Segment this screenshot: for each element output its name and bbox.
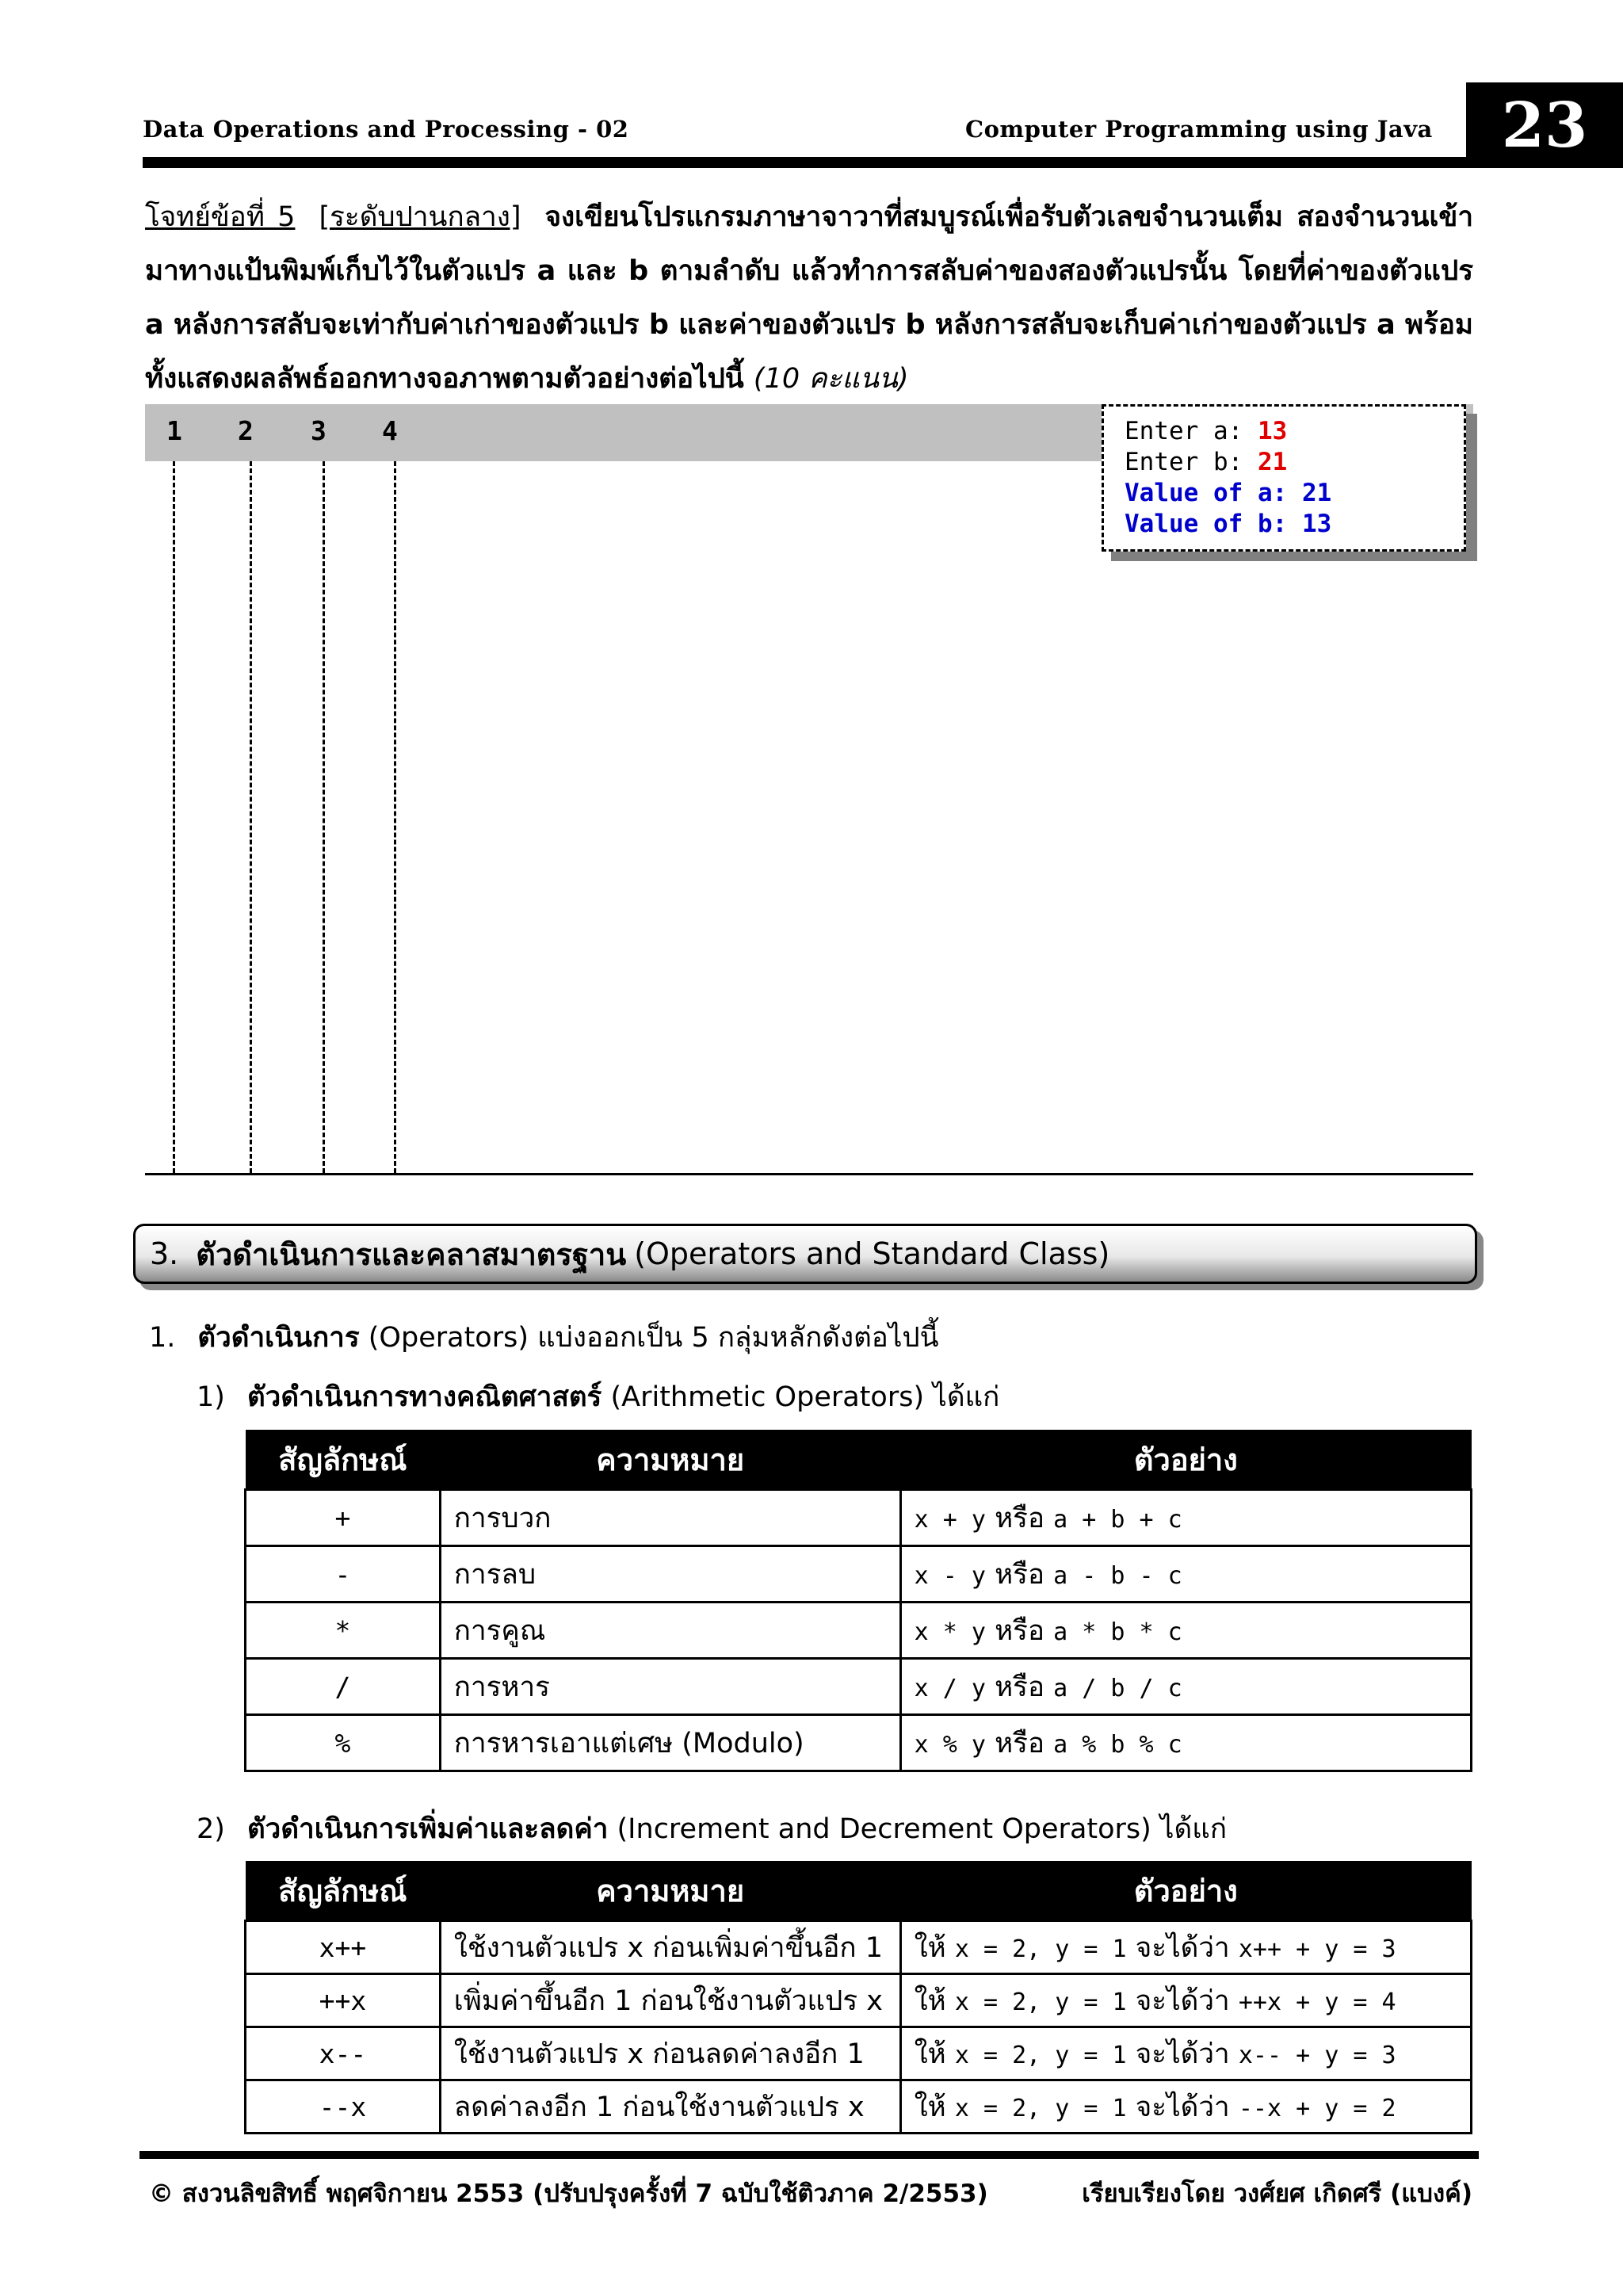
page-number: 23	[1466, 82, 1623, 168]
cell-meaning: การหารเอาแต่เศษ (Modulo)	[440, 1715, 900, 1771]
line-number: 4	[382, 415, 398, 446]
code-area-bottom-rule	[145, 1173, 1473, 1175]
cell-example: x + y หรือ a + b + c	[900, 1490, 1471, 1546]
cell-meaning: การบวก	[440, 1490, 900, 1546]
input-value-a: 13	[1257, 417, 1288, 445]
cell-symbol: --x	[246, 2080, 441, 2134]
col-header-example: ตัวอย่าง	[900, 1430, 1471, 1490]
indent-guide	[323, 461, 325, 1173]
header-right-title: Computer Programming using Java	[965, 116, 1433, 143]
cell-symbol: x++	[246, 1921, 441, 1974]
indent-guide	[250, 461, 252, 1173]
table-header-row	[246, 1861, 1472, 1921]
footer-rule	[139, 2151, 1479, 2159]
cell-example: x / y หรือ a / b / c	[900, 1659, 1471, 1715]
line-number: 3	[311, 415, 327, 446]
output-line-4: Value of b: 13	[1125, 510, 1332, 538]
cell-example: ให้ x = 2, y = 1 จะได้ว่า ++x + y = 4	[900, 1974, 1471, 2027]
operators-intro: 1. ตัวดำเนินการ (Operators) แบ่งออกเป็น 5 กลุ่มหลักดังต่อไปนี้	[149, 1322, 939, 1354]
section-number: 3.	[150, 1236, 179, 1271]
cell-symbol: -	[246, 1546, 441, 1603]
increment-decrement-table	[244, 1861, 1472, 2134]
table-row	[246, 2027, 1472, 2080]
header-rule	[143, 157, 1623, 168]
cell-meaning: การคูณ	[440, 1603, 900, 1659]
cell-meaning: การหาร	[440, 1659, 900, 1715]
output-line-3: Value of a: 21	[1125, 479, 1332, 507]
cell-example: ให้ x = 2, y = 1 จะได้ว่า --x + y = 2	[900, 2080, 1471, 2134]
exercise-score: (10 คะแนน)	[753, 363, 909, 395]
table-row	[246, 1659, 1472, 1715]
header-left-title: Data Operations and Processing - 02	[143, 116, 629, 143]
section-banner	[133, 1224, 1477, 1284]
incdec-heading: 2) ตัวดำเนินการเพิ่มค่าและลดค่า (Increment and Decrement Operators) ได้แก่	[197, 1813, 1228, 1845]
arith-bold: ตัวดำเนินการทางคณิตศาสตร์	[246, 1381, 602, 1413]
cell-meaning: ลดค่าลงอีก 1 ก่อนใช้งานตัวแปร x	[440, 2080, 900, 2134]
cell-symbol: %	[246, 1715, 441, 1771]
cell-meaning: ใช้งานตัวแปร x ก่อนเพิ่มค่าขึ้นอีก 1	[440, 1921, 900, 1974]
sample-output-box	[1102, 404, 1466, 552]
table-row	[246, 1974, 1472, 2027]
cell-example: ให้ x = 2, y = 1 จะได้ว่า x++ + y = 3	[900, 1921, 1471, 1974]
table-row	[246, 1921, 1472, 1974]
col-header-example: ตัวอย่าง	[900, 1861, 1471, 1921]
table-row	[246, 1715, 1472, 1771]
indent-guide	[173, 461, 175, 1173]
col-header-symbol: สัญลักษณ์	[246, 1861, 441, 1921]
table-header-row	[246, 1430, 1472, 1490]
cell-symbol: +	[246, 1490, 441, 1546]
cell-example: x % y หรือ a % b % c	[900, 1715, 1471, 1771]
cell-example: ให้ x = 2, y = 1 จะได้ว่า x-- + y = 3	[900, 2027, 1471, 2080]
cell-meaning: ใช้งานตัวแปร x ก่อนลดค่าลงอีก 1	[440, 2027, 900, 2080]
output-line-1: Enter a: 13	[1125, 417, 1288, 445]
col-header-meaning: ความหมาย	[440, 1861, 900, 1921]
exercise-paragraph	[145, 190, 1473, 406]
table-row	[246, 1490, 1472, 1546]
cell-meaning: การลบ	[440, 1546, 900, 1603]
table-row	[246, 1546, 1472, 1603]
output-line-2: Enter b: 21	[1125, 448, 1288, 476]
cell-example: x - y หรือ a - b - c	[900, 1546, 1471, 1603]
exercise-body: จงเขียนโปรแกรมภาษาจาวาที่สมบูรณ์เพื่อรับตัวเลขจำนวนเต็ม สองจำนวนเข้ามาทางแป้นพิมพ์เก็บไว้ในตัวแปร a และ b ตามลำดับ แล้วทำการสลับค่าของสองตัวแปรนั้น โดยที่ค่าของตัวแปร a หลังการสลับจะเท่ากับค่าเก่าของตัวแปร b และค่าของตัวแปร b หลังการสลับจะเก็บค่าเก่าของตัวแปร a พร้อมทั้งแสดงผลลัพธ์ออกทางจอภาพตามตัวอย่างต่อไปนี้	[145, 201, 1473, 395]
col-header-symbol: สัญลักษณ์	[246, 1430, 441, 1490]
intro-bold: ตัวดำเนินการ	[197, 1322, 360, 1354]
footer-copyright: © สงวนลิขสิทธิ์ พฤศจิกายน 2553 (ปรับปรุงครั้งที่ 7 ฉบับใช้ติวภาค 2/2553)	[149, 2179, 988, 2208]
cell-meaning: เพิ่มค่าขึ้นอีก 1 ก่อนใช้งานตัวแปร x	[440, 1974, 900, 2027]
cell-symbol: *	[246, 1603, 441, 1659]
section-title-thai: ตัวดำเนินการและคลาสมาตรฐาน	[196, 1236, 627, 1272]
indent-guide	[394, 461, 396, 1173]
input-value-b: 21	[1257, 448, 1288, 476]
cell-symbol: x--	[246, 2027, 441, 2080]
table-row	[246, 2080, 1472, 2134]
exercise-level: [ระดับปานกลาง]	[319, 201, 521, 233]
line-number: 2	[238, 415, 254, 446]
cell-symbol: /	[246, 1659, 441, 1715]
footer-author: เรียบเรียงโดย วงศ์ยศ เกิดศรี (แบงค์)	[1082, 2179, 1472, 2208]
table-row	[246, 1603, 1472, 1659]
arithmetic-operators-table	[244, 1430, 1472, 1772]
arith-heading: 1) ตัวดำเนินการทางคณิตศาสตร์ (Arithmetic Operators) ได้แก่	[197, 1381, 1000, 1413]
col-header-meaning: ความหมาย	[440, 1430, 900, 1490]
incdec-bold: ตัวดำเนินการเพิ่มค่าและลดค่า	[246, 1813, 609, 1845]
section-title-en: (Operators and Standard Class)	[634, 1236, 1110, 1271]
exercise-label: โจทย์ข้อที่ 5	[145, 201, 296, 233]
footer	[149, 2173, 1472, 2213]
cell-symbol: ++x	[246, 1974, 441, 2027]
line-number: 1	[166, 415, 182, 446]
cell-example: x * y หรือ a * b * c	[900, 1603, 1471, 1659]
